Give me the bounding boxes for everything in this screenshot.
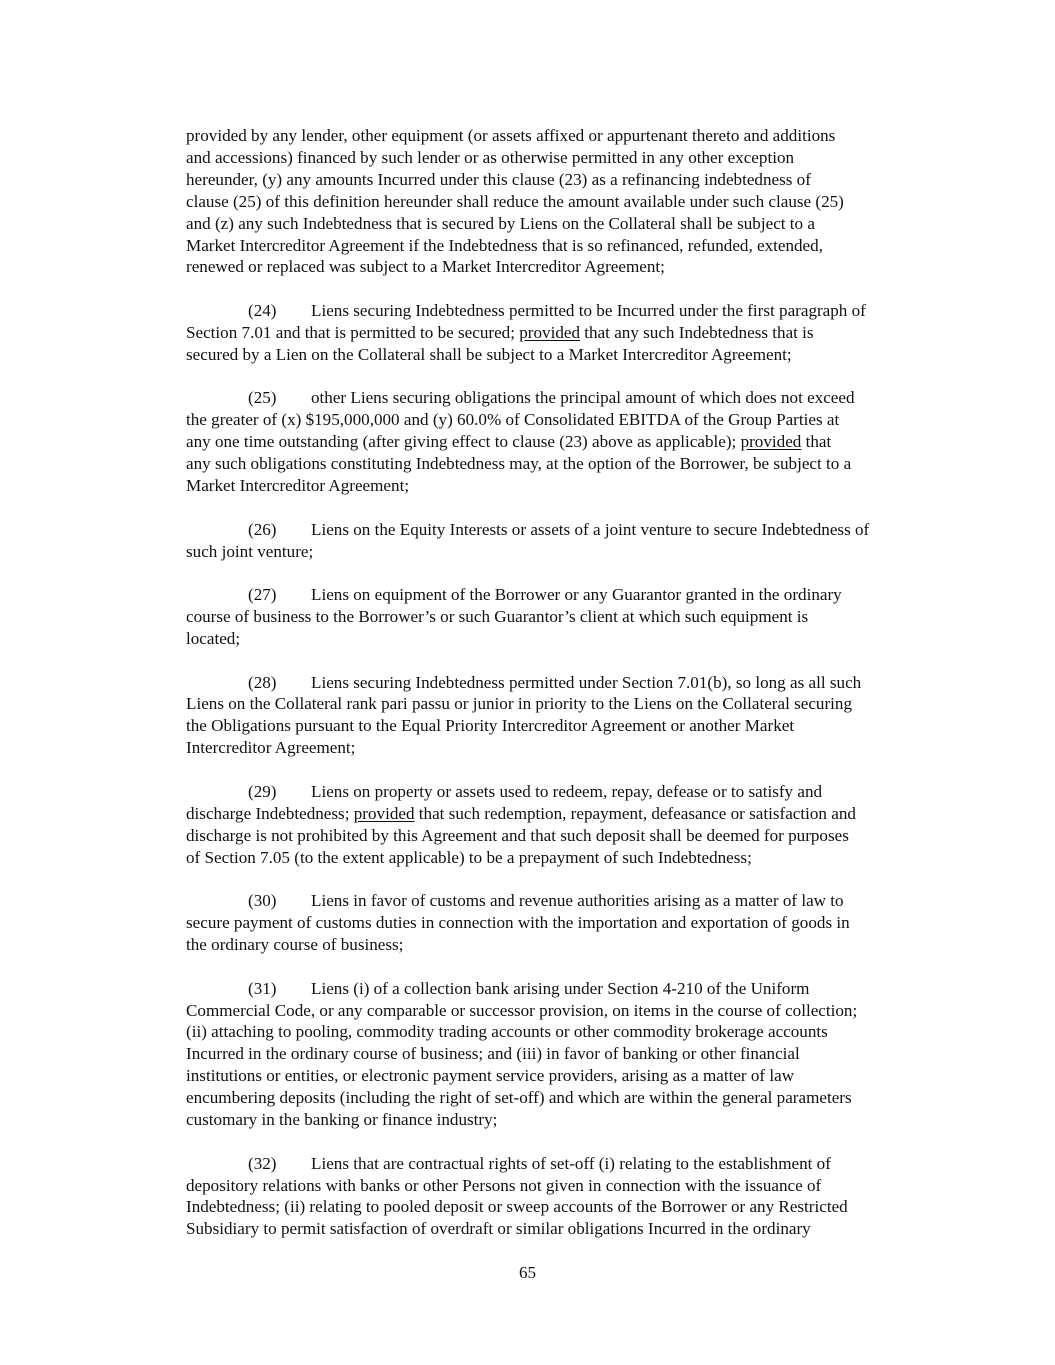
text-segment: Market Intercreditor Agreement if the Indebtedness that is so refinanced, refunded, extended, bbox=[186, 235, 823, 255]
text-segment: institutions or entities, or electronic payment service providers, arising as a matter of law bbox=[186, 1066, 795, 1086]
clause-paragraph-30 bbox=[186, 890, 946, 956]
text-segment: Liens on equipment of the Borrower or any Guarantor granted in the ordinary bbox=[311, 585, 842, 605]
text-line bbox=[186, 628, 946, 650]
text-segment: Market Intercreditor Agreement; bbox=[186, 476, 410, 496]
text-segment: hereunder, (y) any amounts Incurred under this clause (23) as a refinancing indebtedness of bbox=[186, 169, 811, 189]
text-line bbox=[186, 1153, 946, 1175]
text-line bbox=[186, 606, 946, 628]
text-line bbox=[186, 125, 946, 147]
text-line bbox=[186, 1087, 946, 1109]
text-line bbox=[186, 191, 946, 213]
clause-number: (26) bbox=[248, 519, 277, 539]
text-segment: Liens on the Equity Interests or assets of a joint venture to secure Indebtedness of bbox=[311, 519, 870, 539]
text-line bbox=[186, 387, 946, 409]
text-line bbox=[186, 147, 946, 169]
clause-paragraph-28 bbox=[186, 672, 946, 760]
text-line bbox=[186, 169, 946, 191]
clause-number: (27) bbox=[248, 585, 277, 605]
text-line bbox=[186, 584, 946, 606]
text-segment: Liens (i) of a collection bank arising under Section 4-210 of the Uniform bbox=[311, 978, 810, 998]
text-segment: other Liens securing obligations the principal amount of which does not exceed bbox=[311, 388, 855, 408]
clause-number: (24) bbox=[248, 301, 277, 321]
text-line bbox=[186, 890, 946, 912]
clause-paragraph-25 bbox=[186, 387, 946, 497]
clause-paragraph-26 bbox=[186, 519, 946, 563]
text-line bbox=[186, 322, 946, 344]
text-line bbox=[186, 672, 946, 694]
text-segment: and accessions) financed by such lender or as otherwise permitted in any other exception bbox=[186, 147, 795, 167]
text-segment: clause (25) of this definition hereunder shall reduce the amount available under such clause (25) bbox=[186, 191, 844, 211]
clause-paragraph-31 bbox=[186, 978, 946, 1131]
text-segment: (ii) attaching to pooling, commodity trading accounts or other commodity brokerage accounts bbox=[186, 1022, 828, 1042]
text-segment: and (z) any such Indebtedness that is secured by Liens on the Collateral shall be subject to a bbox=[186, 213, 815, 233]
text-line bbox=[186, 847, 946, 869]
text-segment: course of business to the Borrower’s or such Guarantor’s client at which such equipment is bbox=[186, 607, 809, 627]
text-line bbox=[186, 825, 946, 847]
text-segment: Liens securing Indebtedness permitted to be Incurred under the first paragraph of bbox=[311, 301, 866, 321]
text-segment: the greater of (x) $195,000,000 and (y) 60.0% of Consolidated EBITDA of the Group Parties at bbox=[186, 410, 840, 430]
text-line bbox=[186, 737, 946, 759]
text-line bbox=[186, 693, 946, 715]
text-segment: Liens on the Collateral rank pari passu or junior in priority to the Liens on the Collateral securing bbox=[186, 694, 853, 714]
text-line bbox=[186, 978, 946, 1000]
text-segment: the ordinary course of business; bbox=[186, 935, 404, 954]
text-line bbox=[186, 715, 946, 737]
text-segment: Liens on property or assets used to redeem, repay, defease or to satisfy and bbox=[311, 781, 823, 801]
text-line bbox=[186, 803, 946, 825]
underlined-term: provided bbox=[740, 432, 802, 452]
text-segment: Indebtedness; (ii) relating to pooled deposit or sweep accounts of the Borrower or any Restricted bbox=[186, 1197, 848, 1217]
text-line bbox=[186, 781, 946, 803]
text-line bbox=[186, 1218, 946, 1240]
text-segment: Liens securing Indebtedness permitted under Section 7.01(b), so long as all such bbox=[311, 672, 862, 692]
clause-number: (28) bbox=[248, 672, 277, 692]
text-line bbox=[186, 1021, 946, 1043]
clause-number: (29) bbox=[248, 781, 277, 801]
text-line bbox=[186, 409, 946, 431]
text-line bbox=[186, 475, 946, 497]
page-number: 65 bbox=[518, 1263, 537, 1282]
text-line bbox=[186, 1065, 946, 1087]
text-segment: Incurred in the ordinary course of business; and (iii) in favor of banking or other financial bbox=[186, 1044, 800, 1064]
text-line bbox=[186, 1109, 946, 1131]
document-body bbox=[186, 125, 946, 1262]
text-segment: Commercial Code, or any comparable or successor provision, on items in the course of collection; bbox=[186, 1000, 858, 1020]
text-line bbox=[186, 344, 946, 366]
text-line bbox=[186, 541, 946, 563]
text-segment: depository relations with banks or other Persons not given in connection with the issuance of bbox=[186, 1175, 822, 1195]
clause-number: (30) bbox=[248, 891, 277, 911]
clause-number: (32) bbox=[248, 1153, 277, 1173]
text-line bbox=[186, 453, 946, 475]
underlined-term: provided bbox=[519, 322, 581, 342]
text-segment: that such redemption, repayment, defeasance or satisfaction and bbox=[414, 803, 856, 823]
text-segment: secure payment of customs duties in connection with the importation and exportation of goods in bbox=[186, 913, 850, 933]
text-segment: any such obligations constituting Indebtedness may, at the option of the Borrower, be subject to a bbox=[186, 454, 852, 474]
text-line bbox=[186, 1000, 946, 1022]
clause-paragraph-32 bbox=[186, 1153, 946, 1241]
text-segment: renewed or replaced was subject to a Market Intercreditor Agreement; bbox=[186, 257, 665, 277]
text-segment: located; bbox=[186, 628, 241, 648]
text-line bbox=[186, 235, 946, 257]
text-segment: Subsidiary to permit satisfaction of overdraft or similar obligations Incurred in the ordinary bbox=[186, 1219, 811, 1239]
text-segment: any one time outstanding (after giving effect to clause (23) above as applicable); bbox=[186, 432, 741, 452]
clause-number: (25) bbox=[248, 388, 277, 408]
text-segment: Intercreditor Agreement; bbox=[186, 738, 356, 758]
clause-number: (31) bbox=[248, 978, 277, 998]
continuation-paragraph bbox=[186, 125, 946, 278]
text-segment: Liens that are contractual rights of set-off (i) relating to the establishment of bbox=[311, 1153, 831, 1173]
text-segment: such joint venture; bbox=[186, 541, 314, 561]
text-line bbox=[186, 431, 946, 453]
clause-paragraph-29 bbox=[186, 781, 946, 869]
text-segment: Liens in favor of customs and revenue authorities arising as a matter of law to bbox=[311, 891, 844, 911]
text-segment: customary in the banking or finance industry; bbox=[186, 1110, 498, 1130]
text-segment: provided by any lender, other equipment (or assets affixed or appurtenant thereto and additions bbox=[186, 126, 836, 145]
text-line bbox=[186, 519, 946, 541]
text-line bbox=[186, 934, 946, 956]
text-line bbox=[186, 1175, 946, 1197]
text-line bbox=[186, 1043, 946, 1065]
text-segment: discharge Indebtedness; bbox=[186, 803, 354, 823]
text-segment: secured by a Lien on the Collateral shall be subject to a Market Intercreditor Agreement; bbox=[186, 344, 792, 364]
underlined-term: provided bbox=[353, 803, 415, 823]
text-line bbox=[186, 912, 946, 934]
text-segment: of Section 7.05 (to the extent applicable) to be a prepayment of such Indebtedness; bbox=[186, 847, 752, 867]
text-segment: the Obligations pursuant to the Equal Priority Intercreditor Agreement or another Market bbox=[186, 716, 795, 736]
text-segment: discharge is not prohibited by this Agreement and that such deposit shall be deemed for purposes bbox=[186, 825, 849, 845]
text-segment: that bbox=[801, 432, 832, 452]
text-line bbox=[186, 300, 946, 322]
text-segment: that any such Indebtedness that is bbox=[580, 322, 814, 342]
text-line bbox=[186, 213, 946, 235]
text-segment: Section 7.01 and that is permitted to be secured; bbox=[186, 322, 520, 342]
text-line bbox=[186, 1196, 946, 1218]
clause-paragraph-24 bbox=[186, 300, 946, 366]
text-line bbox=[186, 256, 946, 278]
clause-paragraph-27 bbox=[186, 584, 946, 650]
text-segment: encumbering deposits (including the right of set-off) and which are within the general parameters bbox=[186, 1088, 852, 1108]
